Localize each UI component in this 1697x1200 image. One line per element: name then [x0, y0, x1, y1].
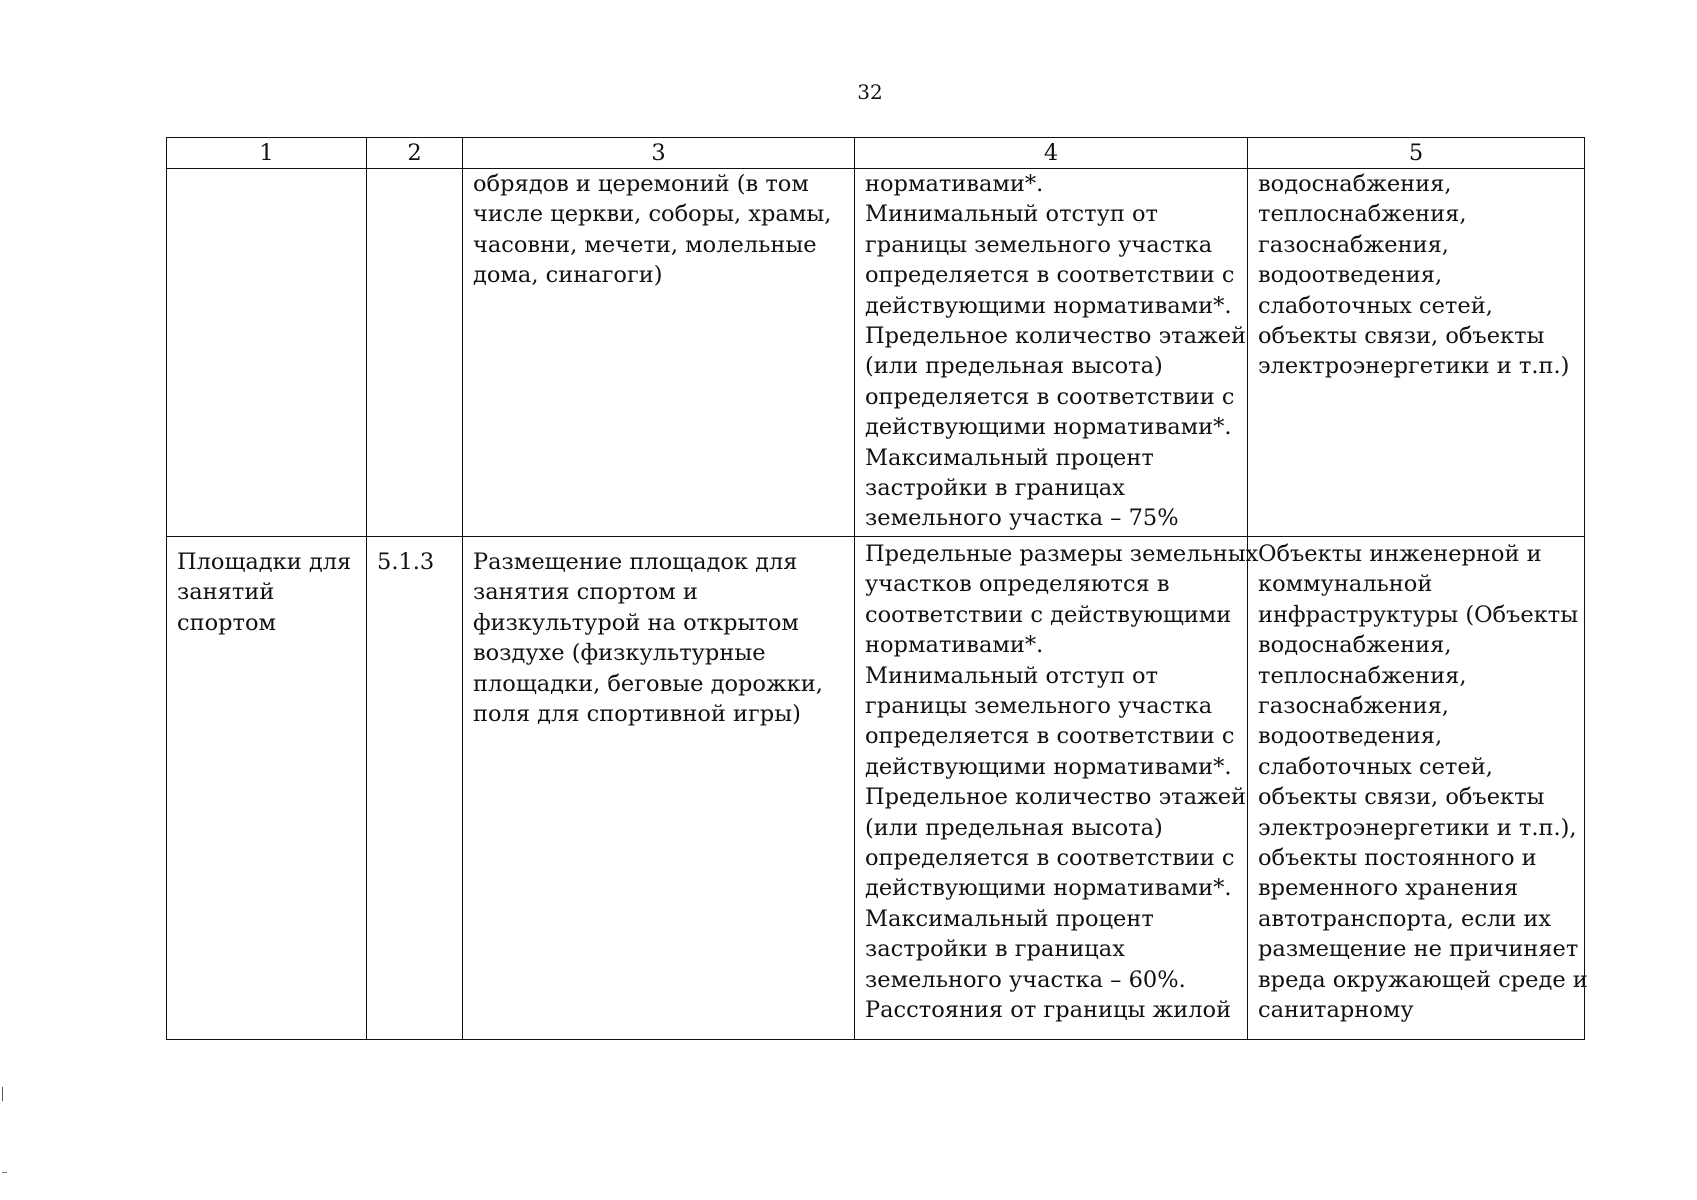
column-header: 2	[367, 138, 463, 169]
cell-text-line: участков определяются в	[865, 571, 1170, 598]
cell-text-line: (или предельная высота)	[865, 814, 1163, 841]
table-cell	[855, 537, 1259, 1040]
cell-text-line: определяется в соответствии с	[865, 723, 1235, 750]
cell-text-line: теплоснабжения,	[1258, 662, 1467, 689]
cell-text-line: слаботочных сетей,	[1258, 292, 1493, 319]
cell-text-line: Максимальный процент	[865, 905, 1154, 932]
column-header: 5	[1248, 138, 1585, 169]
cell-text-line: объекты связи, объекты	[1258, 784, 1545, 811]
cell-text-line: Предельное количество этажей	[865, 323, 1247, 350]
table-cell	[855, 169, 1248, 537]
cell-text-line: действующими нормативами*.	[865, 292, 1232, 319]
cell-text-line: занятий	[177, 579, 275, 606]
cell-text-line: водоснабжения,	[1258, 632, 1452, 659]
cell-text-line: воздухе (физкультурные	[473, 640, 766, 667]
cell-text-line: застройки в границах	[865, 475, 1125, 502]
cell-text-line: Максимальный процент	[865, 444, 1154, 471]
zoning-table	[166, 137, 1588, 1040]
cell-text-line: земельного участка – 75%	[865, 505, 1179, 532]
table-cell	[167, 537, 367, 1040]
column-header: 4	[855, 138, 1248, 169]
cell-text-line: Площадки для	[177, 549, 352, 575]
column-header: 3	[463, 138, 855, 169]
table-row	[167, 537, 1585, 1040]
table-cell	[367, 537, 463, 1040]
table-header-row	[167, 138, 1585, 169]
cell-text-line: нормативами*.	[865, 632, 1044, 659]
cell-text-line: Расстояния от границы жилой	[865, 997, 1232, 1024]
cell-text-line: коммунальной	[1258, 571, 1433, 598]
table-cell	[1248, 169, 1585, 537]
cell-text-line: санитарному	[1258, 997, 1414, 1024]
cell-text-line: действующими нормативами*.	[865, 753, 1232, 780]
cell-text-line: автотранспорта, если их	[1258, 905, 1552, 932]
cell-text-line: (или предельная высота)	[865, 353, 1163, 380]
cell-text-line: Предельные размеры земельных	[865, 541, 1259, 567]
cell-text-line: Минимальный отступ от	[865, 662, 1158, 689]
cell-text-line: действующими нормативами*.	[865, 414, 1232, 441]
cell-text-line: газоснабжения,	[1258, 693, 1449, 720]
cell-text-line: границы земельного участка	[865, 231, 1213, 258]
cell-text-line: объекты связи, объекты	[1258, 323, 1545, 350]
cell-text-line: площадки, беговые дорожки,	[473, 670, 823, 697]
page-number: 32	[857, 80, 883, 104]
cell-text-line: электроэнергетики и т.п.),	[1258, 814, 1577, 841]
cell-text-line: размещение не причиняет	[1258, 936, 1579, 963]
table-cell	[463, 169, 855, 537]
cell-text-line: часовни, мечети, молельные	[473, 231, 817, 258]
cell-text-line: занятия спортом и	[473, 579, 698, 606]
cell-text-line: земельного участка – 60%.	[865, 966, 1186, 993]
cell-text-line: соответствии с действующими	[865, 601, 1232, 628]
cell-text-line: Минимальный отступ от	[865, 201, 1158, 228]
cell-text-line: теплоснабжения,	[1258, 201, 1467, 228]
cell-text-line: Размещение площадок для	[473, 549, 798, 575]
cell-text-line: инфраструктуры (Объекты	[1258, 601, 1579, 628]
cell-text-line: определяется в соответствии с	[865, 383, 1235, 410]
cell-text-line: водоотведения,	[1258, 723, 1443, 750]
table-cell	[167, 169, 367, 537]
scan-mark	[2, 1087, 9, 1101]
cell-text-line: обрядов и церемоний (в том	[473, 171, 809, 197]
cell-text-line: спортом	[177, 609, 277, 636]
cell-text-line: действующими нормативами*.	[865, 875, 1232, 902]
cell-text-line: поля для спортивной игры)	[473, 701, 801, 728]
scan-mark	[2, 1172, 7, 1173]
cell-text-line: числе церкви, соборы, храмы,	[473, 201, 832, 228]
column-header: 1	[167, 138, 367, 169]
cell-text-line: определяется в соответствии с	[865, 845, 1235, 872]
cell-text-line: 5.1.3	[377, 549, 435, 575]
cell-text-line: физкультурой на открытом	[473, 609, 799, 636]
cell-text-line: нормативами*.	[865, 171, 1044, 197]
cell-text-line: вреда окружающей среде и	[1258, 966, 1588, 993]
cell-text-line: водоотведения,	[1258, 262, 1443, 289]
cell-text-line: определяется в соответствии с	[865, 262, 1235, 289]
cell-text-line: водоснабжения,	[1258, 171, 1452, 197]
cell-text-line: слаботочных сетей,	[1258, 753, 1493, 780]
table-cell	[367, 169, 463, 537]
cell-text-line: объекты постоянного и	[1258, 845, 1537, 872]
cell-text-line: границы земельного участка	[865, 693, 1213, 720]
cell-text-line: Предельное количество этажей	[865, 784, 1247, 811]
table-cell	[1248, 537, 1588, 1040]
cell-text-line: временного хранения	[1258, 875, 1519, 902]
cell-text-line: газоснабжения,	[1258, 231, 1449, 258]
cell-text-line: дома, синагоги)	[473, 262, 663, 289]
cell-text-line: застройки в границах	[865, 936, 1125, 963]
cell-text-line: Объекты инженерной и	[1258, 541, 1542, 567]
cell-text-line: электроэнергетики и т.п.)	[1258, 353, 1570, 380]
table-row	[167, 169, 1585, 537]
table-cell	[463, 537, 855, 1040]
